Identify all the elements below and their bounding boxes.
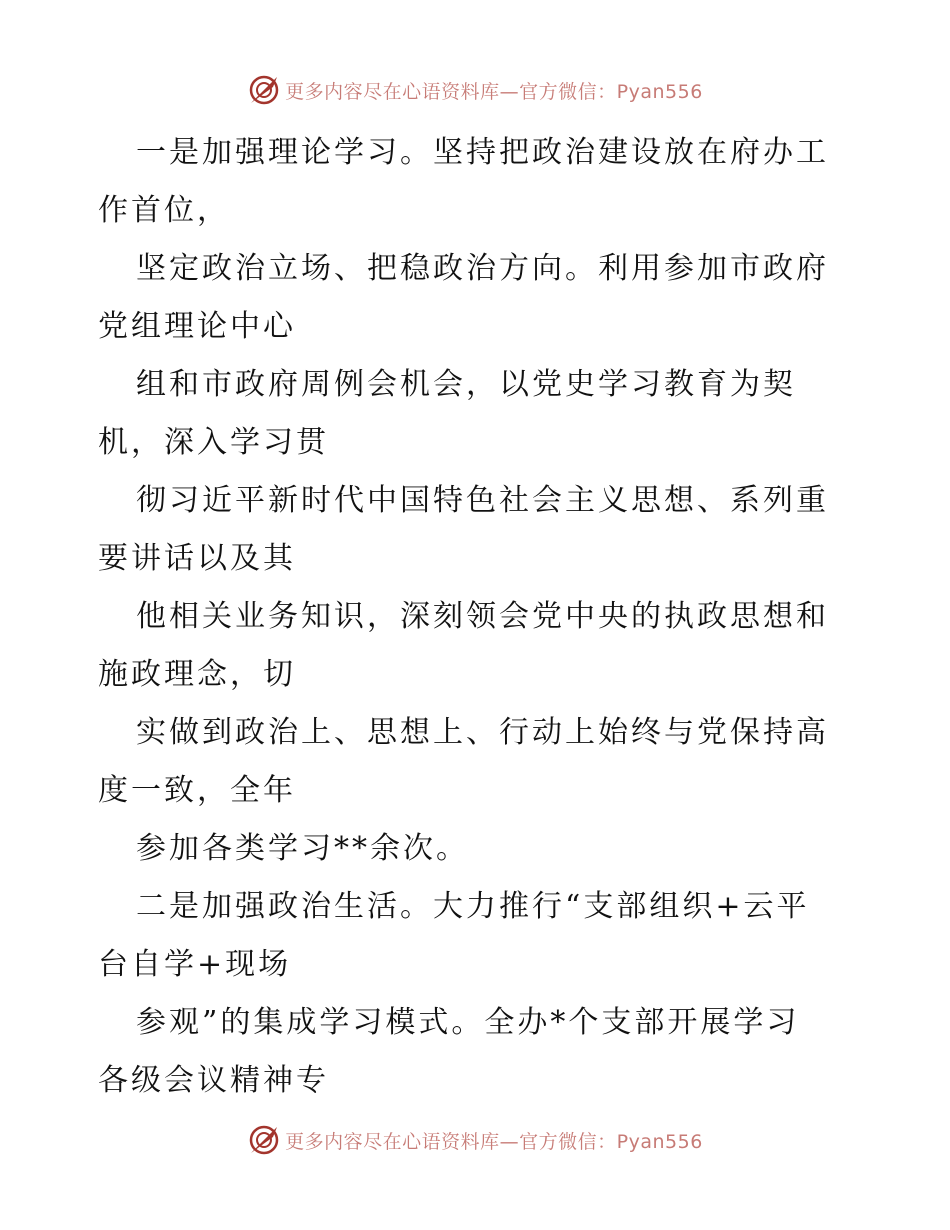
text-line: 各级会议精神专 <box>98 1063 329 1098</box>
footer-watermark <box>0 1120 950 1160</box>
quill-logo-icon <box>247 73 281 107</box>
header-watermark <box>0 70 950 110</box>
text-line: 参观”的集成学习模式。全办*个支部开展学习 <box>136 1005 800 1040</box>
text-line: 施政理念，切 <box>98 657 296 692</box>
document-body <box>98 124 858 1110</box>
text-line: 组和市政府周例会机会，以党史学习教育为契 <box>136 367 796 402</box>
text-line: 作首位， <box>98 193 230 228</box>
text-line: 机，深入学习贯 <box>98 425 329 460</box>
text-line: 一是加强理论学习。坚持把政治建设放在府办工 <box>136 135 829 170</box>
watermark-text: 更多内容尽在心语资料库—官方微信：Pyan556 <box>285 80 703 103</box>
text-line: 二是加强政治生活。大力推行“支部组织+云平 <box>136 889 810 924</box>
text-line: 坚定政治立场、把稳政治方向。利用参加市政府 <box>136 251 829 286</box>
text-line: 实做到政治上、思想上、行动上始终与党保持高 <box>136 715 829 750</box>
text-line: 党组理论中心 <box>98 309 296 344</box>
quill-logo-icon <box>247 1123 281 1157</box>
watermark-text: 更多内容尽在心语资料库—官方微信：Pyan556 <box>285 1130 703 1153</box>
text-line: 参加各类学习**余次。 <box>136 831 469 866</box>
text-line: 度一致，全年 <box>98 773 296 808</box>
text-line: 彻习近平新时代中国特色社会主义思想、系列重 <box>136 483 829 518</box>
text-line: 他相关业务知识，深刻领会党中央的执政思想和 <box>136 599 829 634</box>
text-line: 要讲话以及其 <box>98 541 296 576</box>
text-line: 台自学+现场 <box>98 947 292 982</box>
